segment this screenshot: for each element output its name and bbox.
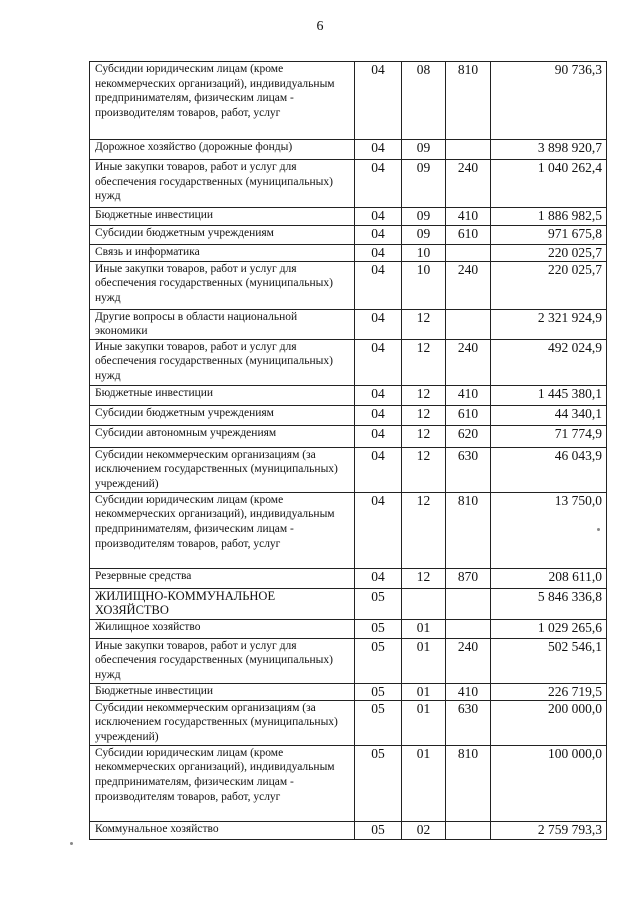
table-row xyxy=(90,638,607,683)
scan-artifact xyxy=(597,528,600,531)
row-amount: 2 321 924,9 xyxy=(491,309,607,339)
row-subsection-code xyxy=(402,588,446,619)
row-expense-type-code xyxy=(446,619,491,638)
row-section-code: 04 xyxy=(355,261,402,309)
row-section-code: 04 xyxy=(355,309,402,339)
row-subsection-code: 12 xyxy=(402,492,446,568)
row-name: Бюджетные инвестиции xyxy=(90,208,355,226)
row-subsection-code: 12 xyxy=(402,385,446,405)
row-amount: 1 040 262,4 xyxy=(491,160,607,208)
row-subsection-code: 12 xyxy=(402,309,446,339)
row-expense-type-code: 610 xyxy=(446,226,491,245)
row-subsection-code: 01 xyxy=(402,745,446,821)
row-amount: 208 611,0 xyxy=(491,568,607,588)
row-section-code: 05 xyxy=(355,745,402,821)
row-amount: 502 546,1 xyxy=(491,638,607,683)
row-name: Связь и информатика xyxy=(90,245,355,262)
row-expense-type-code xyxy=(446,245,491,262)
row-name: Резервные средства xyxy=(90,568,355,588)
row-section-code: 04 xyxy=(355,160,402,208)
row-name: Субсидии автономным учреждениям xyxy=(90,425,355,447)
row-name: Субсидии бюджетным учреждениям xyxy=(90,226,355,245)
table-row xyxy=(90,385,607,405)
row-section-code: 05 xyxy=(355,638,402,683)
row-subsection-code: 01 xyxy=(402,700,446,745)
table-row xyxy=(90,140,607,160)
row-section-code: 05 xyxy=(355,821,402,839)
row-name: Иные закупки товаров, работ и услуг для обеспечения государственных (муниципальных) нужд xyxy=(90,638,355,683)
row-expense-type-code: 240 xyxy=(446,339,491,385)
table-row xyxy=(90,226,607,245)
row-name: Субсидии некоммерческим организациям (за исключением государственных (муниципальных) учреждений) xyxy=(90,447,355,492)
row-expense-type-code: 240 xyxy=(446,160,491,208)
row-subsection-code: 01 xyxy=(402,683,446,700)
row-amount: 220 025,7 xyxy=(491,245,607,262)
row-subsection-code: 12 xyxy=(402,447,446,492)
row-amount: 2 759 793,3 xyxy=(491,821,607,839)
row-subsection-code: 09 xyxy=(402,140,446,160)
row-expense-type-code: 630 xyxy=(446,447,491,492)
row-section-code: 04 xyxy=(355,447,402,492)
row-name: Иные закупки товаров, работ и услуг для обеспечения государственных (муниципальных) нужд xyxy=(90,160,355,208)
row-subsection-code: 08 xyxy=(402,62,446,140)
scan-artifact xyxy=(70,842,73,845)
table-row xyxy=(90,568,607,588)
row-subsection-code: 12 xyxy=(402,339,446,385)
table-row xyxy=(90,683,607,700)
row-name: Субсидии юридическим лицам (кроме некоммерческих организаций), индивидуальным предпринимателям, физическим лицам - производителям товаров, работ, услуг xyxy=(90,62,355,140)
row-name: Субсидии бюджетным учреждениям xyxy=(90,405,355,425)
row-section-code: 04 xyxy=(355,339,402,385)
table-row xyxy=(90,492,607,568)
row-name: Бюджетные инвестиции xyxy=(90,385,355,405)
row-section-code: 04 xyxy=(355,568,402,588)
row-section-code: 05 xyxy=(355,683,402,700)
row-amount: 90 736,3 xyxy=(491,62,607,140)
row-section-code: 05 xyxy=(355,619,402,638)
row-section-code: 04 xyxy=(355,62,402,140)
budget-table-body xyxy=(90,62,607,840)
row-subsection-code: 01 xyxy=(402,619,446,638)
table-row xyxy=(90,619,607,638)
row-subsection-code: 12 xyxy=(402,568,446,588)
table-row xyxy=(90,405,607,425)
table-row xyxy=(90,245,607,262)
row-section-code: 04 xyxy=(355,140,402,160)
row-expense-type-code: 620 xyxy=(446,425,491,447)
row-expense-type-code: 410 xyxy=(446,683,491,700)
row-section-code: 04 xyxy=(355,425,402,447)
table-row xyxy=(90,62,607,140)
row-section-code: 04 xyxy=(355,245,402,262)
table-row xyxy=(90,208,607,226)
row-name: Субсидии юридическим лицам (кроме некоммерческих организаций), индивидуальным предпринимателям, физическим лицам - производителям товаров, работ, услуг xyxy=(90,492,355,568)
row-amount: 3 898 920,7 xyxy=(491,140,607,160)
row-section-code: 04 xyxy=(355,385,402,405)
row-section-code: 04 xyxy=(355,208,402,226)
row-amount: 1 029 265,6 xyxy=(491,619,607,638)
budget-table xyxy=(89,61,607,840)
row-section-code: 04 xyxy=(355,492,402,568)
row-expense-type-code xyxy=(446,588,491,619)
row-expense-type-code: 410 xyxy=(446,208,491,226)
row-expense-type-code: 410 xyxy=(446,385,491,405)
row-expense-type-code: 870 xyxy=(446,568,491,588)
row-name: Субсидии юридическим лицам (кроме некоммерческих организаций), индивидуальным предпринимателям, физическим лицам - производителям товаров, работ, услуг xyxy=(90,745,355,821)
row-amount: 71 774,9 xyxy=(491,425,607,447)
row-subsection-code: 02 xyxy=(402,821,446,839)
row-expense-type-code: 240 xyxy=(446,261,491,309)
row-subsection-code: 01 xyxy=(402,638,446,683)
row-subsection-code: 09 xyxy=(402,226,446,245)
row-name: Бюджетные инвестиции xyxy=(90,683,355,700)
row-amount: 44 340,1 xyxy=(491,405,607,425)
table-row xyxy=(90,425,607,447)
row-subsection-code: 09 xyxy=(402,160,446,208)
row-name: Иные закупки товаров, работ и услуг для обеспечения государственных (муниципальных) нужд xyxy=(90,339,355,385)
row-subsection-code: 12 xyxy=(402,405,446,425)
row-expense-type-code: 630 xyxy=(446,700,491,745)
row-section-code: 04 xyxy=(355,405,402,425)
row-amount: 220 025,7 xyxy=(491,261,607,309)
row-amount: 1 886 982,5 xyxy=(491,208,607,226)
row-amount: 1 445 380,1 xyxy=(491,385,607,405)
row-expense-type-code: 810 xyxy=(446,745,491,821)
row-name: Иные закупки товаров, работ и услуг для обеспечения государственных (муниципальных) нужд xyxy=(90,261,355,309)
row-expense-type-code xyxy=(446,821,491,839)
row-section-code: 05 xyxy=(355,700,402,745)
row-expense-type-code xyxy=(446,140,491,160)
table-row xyxy=(90,309,607,339)
row-expense-type-code: 610 xyxy=(446,405,491,425)
row-expense-type-code xyxy=(446,309,491,339)
table-row xyxy=(90,339,607,385)
table-row xyxy=(90,700,607,745)
table-row xyxy=(90,745,607,821)
row-name: ЖИЛИЩНО-КОММУНАЛЬНОЕ ХОЗЯЙСТВО xyxy=(90,588,355,619)
row-subsection-code: 09 xyxy=(402,208,446,226)
row-expense-type-code: 810 xyxy=(446,62,491,140)
row-subsection-code: 10 xyxy=(402,261,446,309)
table-row xyxy=(90,821,607,839)
table-row xyxy=(90,447,607,492)
row-name: Другие вопросы в области национальной экономики xyxy=(90,309,355,339)
row-expense-type-code: 810 xyxy=(446,492,491,568)
row-subsection-code: 10 xyxy=(402,245,446,262)
row-subsection-code: 12 xyxy=(402,425,446,447)
table-row xyxy=(90,160,607,208)
table-row xyxy=(90,261,607,309)
row-amount: 226 719,5 xyxy=(491,683,607,700)
row-amount: 492 024,9 xyxy=(491,339,607,385)
row-expense-type-code: 240 xyxy=(446,638,491,683)
row-name: Субсидии некоммерческим организациям (за исключением государственных (муниципальных) учреждений) xyxy=(90,700,355,745)
row-amount: 971 675,8 xyxy=(491,226,607,245)
row-name: Коммунальное хозяйство xyxy=(90,821,355,839)
row-name: Дорожное хозяйство (дорожные фонды) xyxy=(90,140,355,160)
row-section-code: 04 xyxy=(355,226,402,245)
page-number: 6 xyxy=(316,19,324,34)
row-amount: 13 750,0 xyxy=(491,492,607,568)
row-name: Жилищное хозяйство xyxy=(90,619,355,638)
table-row xyxy=(90,588,607,619)
row-section-code: 05 xyxy=(355,588,402,619)
row-amount: 100 000,0 xyxy=(491,745,607,821)
row-amount: 5 846 336,8 xyxy=(491,588,607,619)
row-amount: 46 043,9 xyxy=(491,447,607,492)
row-amount: 200 000,0 xyxy=(491,700,607,745)
